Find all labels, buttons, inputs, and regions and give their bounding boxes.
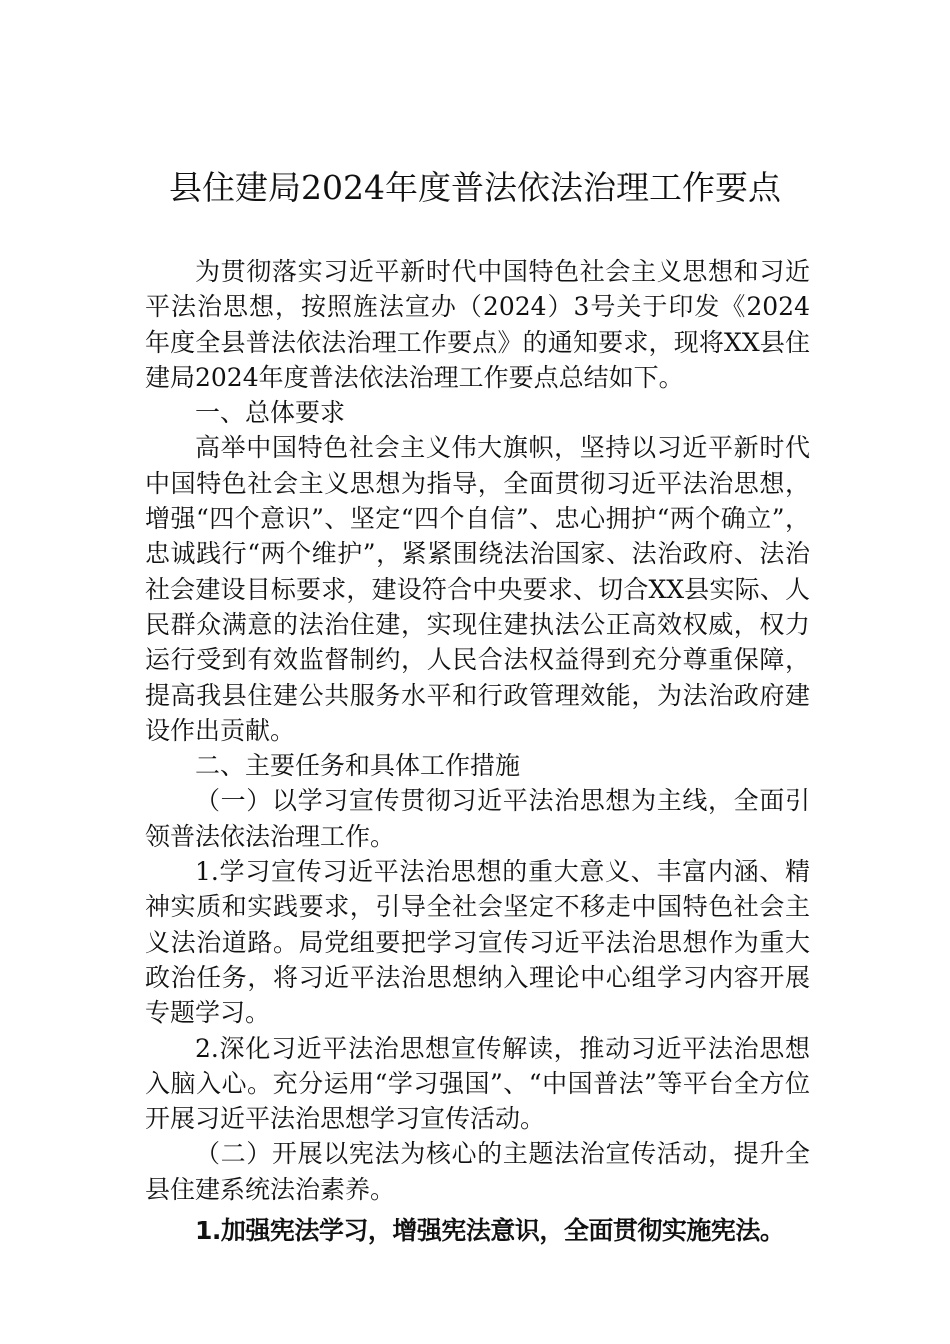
section-heading-tasks: 二、主要任务和具体工作措施 [195,751,521,781]
section-heading-general: 一、总体要求 [195,398,346,428]
document-body [145,254,810,1248]
intro-paragraph: 为贯彻落实习近平新时代中国特色社会主义思想和习近平法治思想，按照旌法宣办（2024）3号关于印发《2024年度全县普法依法治理工作要点》的通知要求，现将XX县住建局2024年度普法依法治理工作要点总结如下。 [145,257,810,392]
item-two-paragraph: 2.深化习近平法治思想宣传解读，推动习近平法治思想入脑入心。充分运用“学习强国”、“中国普法”等平台全方位开展习近平法治思想学习宣传活动。 [145,1033,810,1134]
subsection-two-paragraph: （二）开展以宪法为核心的主题法治宣传活动，提升全县住建系统法治素养。 [145,1139,810,1204]
item-one-paragraph: 1.学习宣传习近平法治思想的重大意义、丰富内涵、精神实质和实践要求，引导全社会坚定不移走中国特色社会主义法治道路。局党组要把学习宣传习近平法治思想作为重大政治任务，将习近平法治思想纳入理论中心组学习内容开展专题学习。 [145,857,810,1028]
general-requirements-paragraph: 高举中国特色社会主义伟大旗帜，坚持以习近平新时代中国特色社会主义思想为指导，全面贯彻习近平法治思想，增强“四个意识”、坚定“四个自信”、忠心拥护“两个确立”，忠诚践行“两个维护”，紧紧围绕法治国家、法治政府、法治社会建设目标要求，建设符合中央要求、切合XX县实际、人民群众满意的法治住建，实现住建执法公正高效权威，权力运行受到有效监督制约，人民合法权益得到充分尊重保障，提高我县住建公共服务水平和行政管理效能，为法治政府建设作出贡献。 [145,433,810,745]
document-title: 县住建局2024年度普法依法治理工作要点 [169,168,781,207]
subsection-one-paragraph: （一）以学习宣传贯彻习近平法治思想为主线，全面引领普法依法治理工作。 [145,786,810,851]
bold-item-one: 1.加强宪法学习，增强宪法意识，全面贯彻实施宪法。 [195,1216,785,1246]
